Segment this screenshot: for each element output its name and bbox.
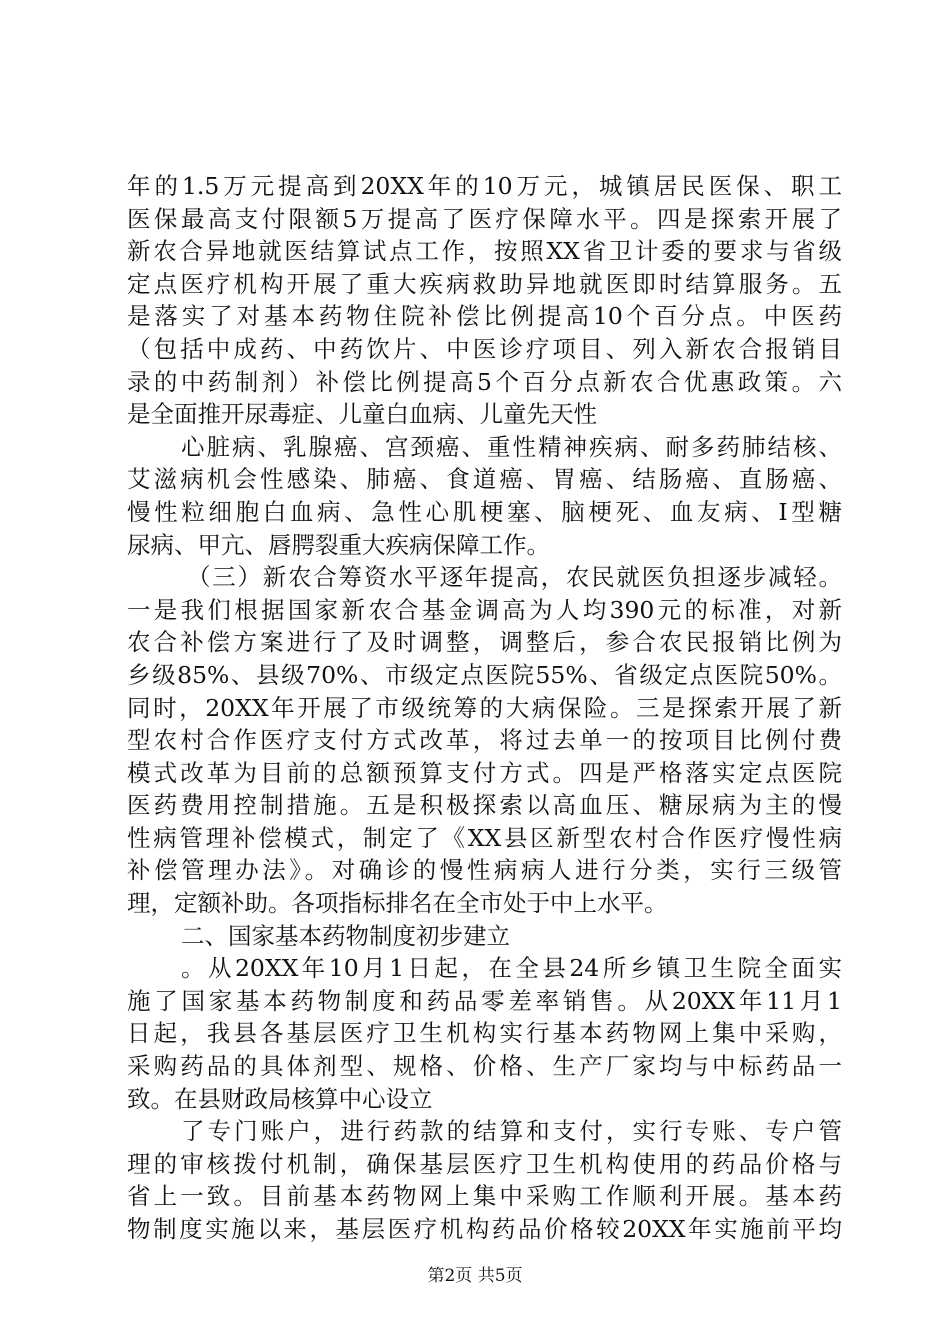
page-number: 第2页 共5页 <box>427 1266 523 1286</box>
paragraph-funding-level <box>127 561 842 920</box>
text-line: 理的审核拨付机制，确保基层医疗卫生机构使用的药品价格与 <box>127 1149 842 1178</box>
text-line: 。从20XX年10月1日起，在全县24所乡镇卫生院全面实 <box>181 954 842 983</box>
text-line: 省上一致。目前基本药物网上集中采购工作顺利开展。基本药 <box>127 1182 842 1211</box>
paragraph-drug-system <box>127 952 842 1115</box>
text-line: 尿病、甲亢、唇腭裂重大疾病保障工作。 <box>127 530 550 559</box>
text-line: 艾滋病机会性感染、肺癌、食道癌、胃癌、结肠癌、直肠癌、 <box>127 465 842 494</box>
paragraph-medical-insurance <box>127 170 842 431</box>
page-footer <box>0 1266 950 1286</box>
text-line: 录的中药制剂）补偿比例提高5个百分点新农合优惠政策。六 <box>127 367 842 396</box>
text-line: 定点医疗机构开展了重大疾病救助异地就医即时结算服务。五 <box>127 269 842 298</box>
text-line: 型农村合作医疗支付方式改革，将过去单一的按项目比例付费 <box>127 726 842 755</box>
text-line: 致。在县财政局核算中心设立 <box>127 1084 433 1113</box>
section-heading-essential-drugs <box>127 920 842 953</box>
document-body <box>127 170 842 1246</box>
text-line: 补偿管理办法》。对确诊的慢性病病人进行分类，实行三级管 <box>127 856 842 885</box>
text-line: 日起，我县各基层医疗卫生机构实行基本药物网上集中采购， <box>127 1019 842 1048</box>
text-line: 一是我们根据国家新农合基金调高为人均390元的标准，对新 <box>127 595 842 624</box>
text-line: 农合补偿方案进行了及时调整，调整后，参合农民报销比例为 <box>127 628 842 657</box>
text-line: 慢性粒细胞白血病、急性心肌梗塞、脑梗死、血友病、Ⅰ型糖 <box>127 497 842 526</box>
text-line: 是落实了对基本药物住院补偿比例提高10个百分点。中医药 <box>127 302 842 331</box>
text-line: 性病管理补偿模式，制定了《XX县区新型农村合作医疗慢性病 <box>127 823 842 852</box>
text-line: 心脏病、乳腺癌、宫颈癌、重性精神疾病、耐多药肺结核、 <box>181 432 842 461</box>
text-line: 二、国家基本药物制度初步建立 <box>181 921 510 950</box>
text-line: 是全面推开尿毒症、儿童白血病、儿童先天性 <box>127 400 597 429</box>
text-line: （三）新农合筹资水平逐年提高，农民就医负担逐步减轻。 <box>187 563 842 592</box>
text-line: 新农合异地就医结算试点工作，按照XX省卫计委的要求与省级 <box>127 237 842 266</box>
text-line: 理，定额补助。各项指标排名在全市处于中上水平。 <box>127 889 668 918</box>
paragraph-disease-list <box>127 431 842 561</box>
text-line: 年的1.5万元提高到20XX年的10万元，城镇居民医保、职工 <box>127 172 842 200</box>
text-line: 了专门账户，进行药款的结算和支付，实行专账、专户管 <box>181 1117 842 1146</box>
text-line: 医药费用控制措施。五是积极探索以高血压、糖尿病为主的慢 <box>127 791 842 820</box>
text-line: 物制度实施以来，基层医疗机构药品价格较20XX年实施前平均 <box>127 1215 842 1243</box>
text-line: 施了国家基本药物制度和药品零差率销售。从20XX年11月1 <box>127 986 842 1015</box>
paragraph-special-account <box>127 1115 842 1245</box>
text-line: （包括中成药、中药饮片、中医诊疗项目、列入新农合报销目 <box>127 334 842 363</box>
text-line: 采购药品的具体剂型、规格、价格、生产厂家均与中标药品一 <box>127 1052 842 1081</box>
text-line: 乡级85%、县级70%、市级定点医院55%、省级定点医院50%。 <box>127 660 842 689</box>
text-line: 模式改革为目前的总额预算支付方式。四是严格落实定点医院 <box>127 758 842 787</box>
text-line: 同时，20XX年开展了市级统筹的大病保险。三是探索开展了新 <box>127 693 842 722</box>
text-line: 医保最高支付限额5万提高了医疗保障水平。四是探索开展了 <box>127 204 842 233</box>
